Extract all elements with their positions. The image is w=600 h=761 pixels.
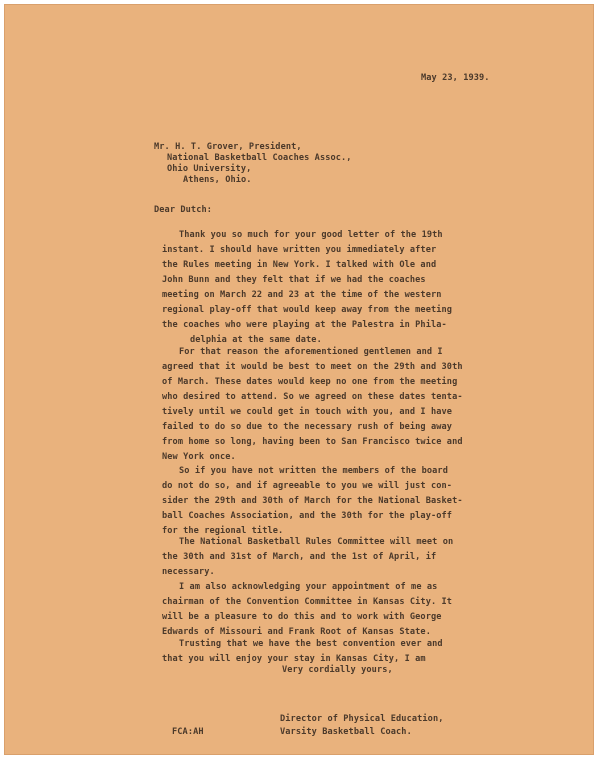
letter-page [4,4,594,755]
body-paragraph-4 [154,535,453,580]
body-paragraph-2 [154,345,463,465]
signature-title: Director of Physical Education, [280,714,444,724]
body-line: the Rules meeting in New York. I talked with Ole and [162,260,437,270]
body-line: The National Basketball Rules Committee will meet on [179,537,454,547]
body-line: that you will enjoy your stay in Kansas City, I am [162,654,426,664]
body-line: regional play-off that would keep away from the meeting [162,305,453,315]
body-paragraph-5 [154,580,452,640]
letter-date: May 23, 1939. [421,73,490,83]
body-line: So if you have not written the members of the board [179,466,448,476]
body-line: New York once. [162,452,236,462]
body-paragraph-1 [154,228,452,348]
body-paragraph-6 [154,637,443,667]
salutation: Dear Dutch: [154,205,213,215]
signature-block [280,713,444,739]
signature-title: Varsity Basketball Coach. [280,727,412,737]
body-line: for the regional title. [162,526,284,536]
body-line: will be a pleasure to do this and to work with George [162,612,442,622]
body-line: who desired to attend. So we agreed on these dates tenta- [162,392,463,402]
body-line: necessary. [162,567,215,577]
body-line: the coaches who were playing at the Palestra in Phila- [162,320,447,330]
recipient-line: Ohio University, [167,164,252,174]
body-line: instant. I should have written you immediately after [162,245,437,255]
body-paragraph-3 [154,464,463,539]
body-line: delphia at the same date. [190,335,322,345]
body-line: of March. These dates would keep no one from the meeting [162,377,458,387]
body-line: Trusting that we have the best convention ever and [179,639,443,649]
recipient-address [154,142,352,186]
body-line: meeting on March 22 and 23 at the time of the western [162,290,442,300]
body-line: do not do so, and if agreeable to you we will just con- [162,481,453,491]
recipient-line: Mr. H. T. Grover, President, [154,142,302,152]
body-line: from home so long, having been to San Francisco twice and [162,437,463,447]
recipient-line: National Basketball Coaches Assoc., [167,153,352,163]
body-line: ball Coaches Association, and the 30th for the play-off [162,511,453,521]
body-line: failed to do so due to the necessary rush of being away [162,422,453,432]
body-line: the 30th and 31st of March, and the 1st of April, if [162,552,437,562]
typist-initials: FCA:AH [172,727,204,737]
body-line: sider the 29th and 30th of March for the National Basket- [162,496,463,506]
body-line: John Bunn and they felt that if we had the coaches [162,275,426,285]
closing: Very cordially yours, [282,665,393,675]
recipient-line: Athens, Ohio. [183,175,252,185]
body-line: chairman of the Convention Committee in Kansas City. It [162,597,453,607]
body-line: Thank you so much for your good letter of the 19th [179,230,443,240]
body-line: tively until we could get in touch with you, and I have [162,407,453,417]
body-line: For that reason the aforementioned gentlemen and I [179,347,443,357]
body-line: Edwards of Missouri and Frank Root of Kansas State. [162,627,431,637]
body-line: agreed that it would be best to meet on the 29th and 30th [162,362,463,372]
body-line: I am also acknowledging your appointment of me as [179,582,438,592]
